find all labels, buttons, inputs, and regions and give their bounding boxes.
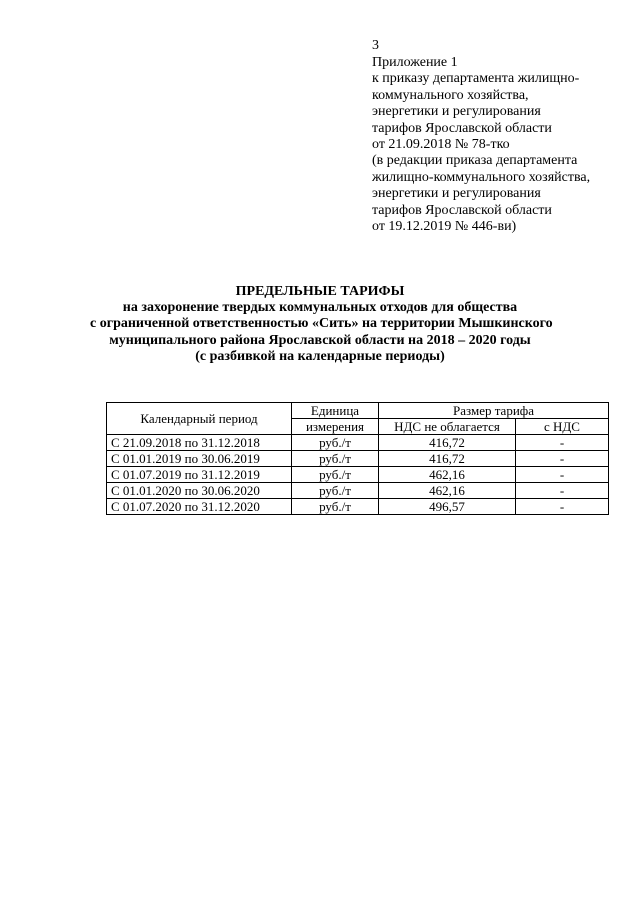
appendix-line: от 19.12.2019 № 446-ви) [372,219,517,235]
table-row [107,483,609,499]
appendix-reference [372,55,590,235]
cell-period: С 21.09.2018 по 31.12.2018 [107,435,292,451]
header-unit-line2: измерения [292,419,379,435]
cell-no-vat: 462,16 [379,483,516,499]
table-row [107,499,609,515]
cell-period: С 01.01.2020 по 30.06.2020 [107,483,292,499]
title-line: (с разбивкой на календарные периоды) [195,348,445,364]
title-heading: ПРЕДЕЛЬНЫЕ ТАРИФЫ [235,284,405,299]
header-with-vat: с НДС [516,419,609,435]
cell-period: С 01.07.2019 по 31.12.2019 [107,467,292,483]
title-line: муниципального района Ярославской области на 2018 – 2020 годы [109,332,531,348]
appendix-line: коммунального хозяйства, [372,87,529,103]
table-row [107,451,609,467]
cell-period: С 01.07.2020 по 31.12.2020 [107,499,292,515]
appendix-line: тарифов Ярославской области [372,202,552,218]
cell-unit: руб./т [292,499,379,515]
appendix-line: к приказу департамента жилищно- [372,71,580,87]
table-row [107,435,609,451]
header-no-vat: НДС не облагается [379,419,516,435]
cell-with-vat: - [516,467,609,483]
cell-period: С 01.01.2019 по 30.06.2019 [107,451,292,467]
header-tariff-size: Размер тарифа [379,403,609,419]
cell-unit: руб./т [292,467,379,483]
header-period: Календарный период [107,403,292,435]
document-title [90,284,553,365]
cell-unit: руб./т [292,483,379,499]
title-line: с ограниченной ответственностью «Сить» на территории Мышкинского [90,316,553,332]
table-row [107,467,609,483]
cell-unit: руб./т [292,451,379,467]
header-unit-line1: Единица [292,403,379,419]
tariff-table [106,402,609,515]
cell-no-vat: 496,57 [379,499,516,515]
cell-no-vat: 416,72 [379,451,516,467]
appendix-line: тарифов Ярославской области [372,120,552,136]
cell-with-vat: - [516,435,609,451]
page-number: 3 [372,38,379,53]
appendix-line: от 21.09.2018 № 78-тко [372,137,510,153]
title-line: на захоронение твердых коммунальных отходов для общества [122,300,518,316]
appendix-line: энергетики и регулирования [372,104,541,120]
cell-with-vat: - [516,499,609,515]
cell-with-vat: - [516,483,609,499]
cell-no-vat: 416,72 [379,435,516,451]
appendix-line: Приложение 1 [372,55,458,70]
table-header-row [107,403,609,419]
appendix-line: жилищно-коммунального хозяйства, [372,169,591,185]
appendix-line: энергетики и регулирования [372,186,541,202]
appendix-line: (в редакции приказа департамента [372,153,578,169]
cell-unit: руб./т [292,435,379,451]
cell-no-vat: 462,16 [379,467,516,483]
cell-with-vat: - [516,451,609,467]
